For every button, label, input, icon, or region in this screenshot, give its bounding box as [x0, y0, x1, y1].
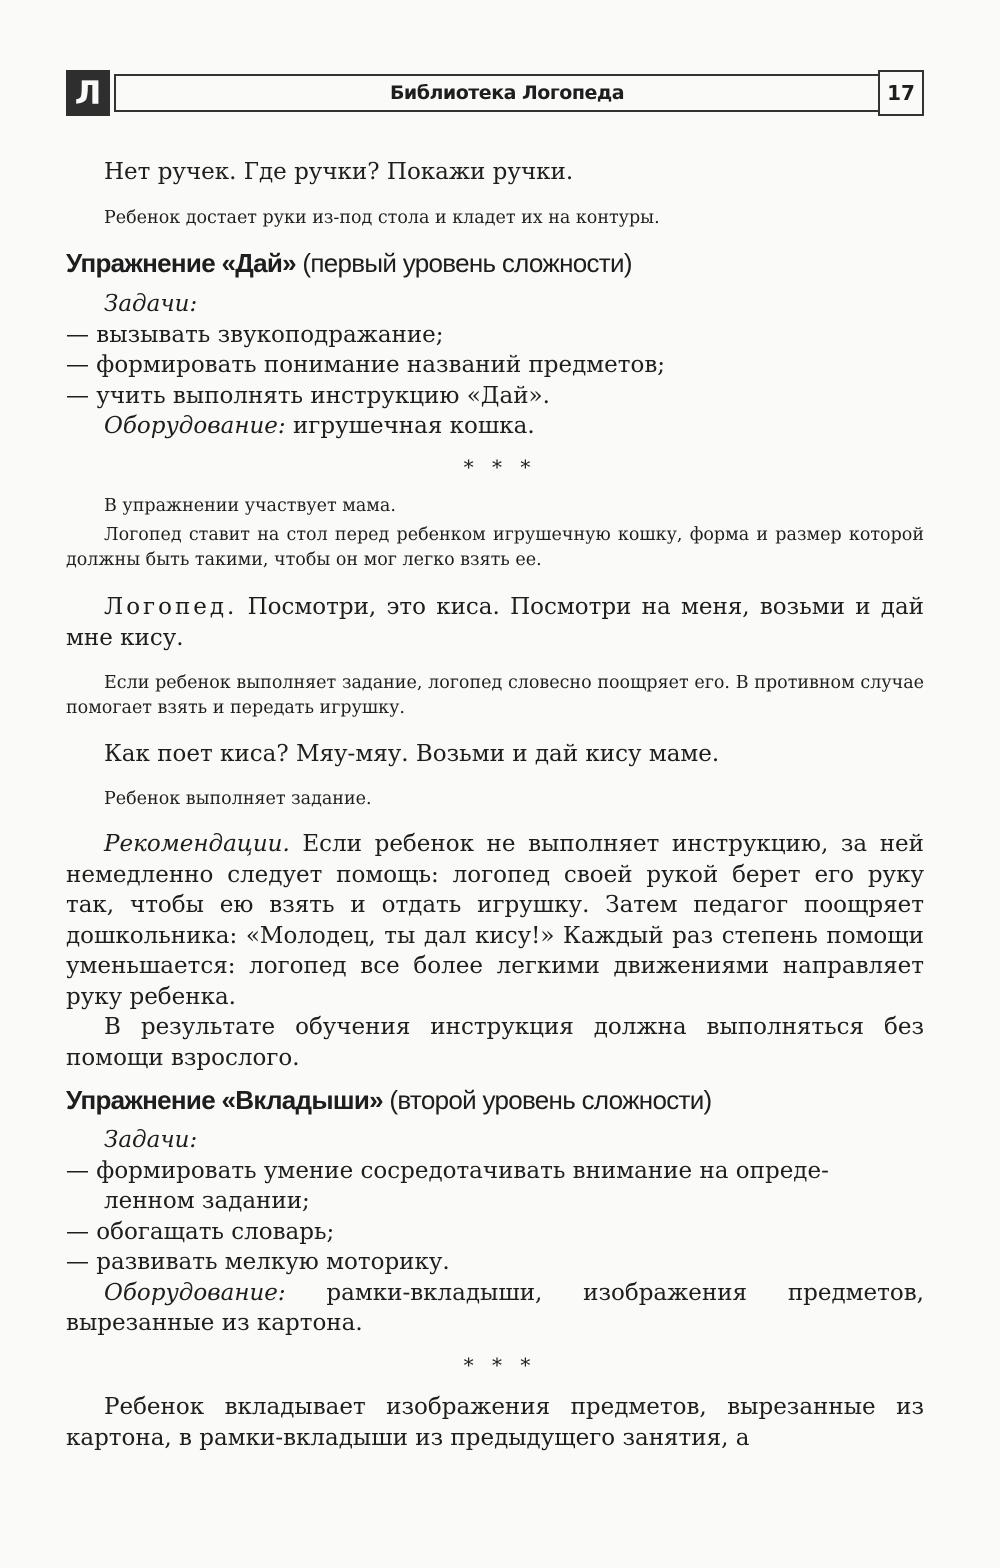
speaker-label: Логопед.	[104, 594, 238, 620]
paragraph-cat-toy: Логопед ставит на стол перед ребенком игрушечную кошку, форма и размер которой должны быть такими, чтобы он мог легко взять ее.	[66, 525, 924, 570]
paragraph-no-hands: Нет ручек. Где ручки? Покажи ручки.	[104, 159, 574, 185]
paragraph-recommendations	[66, 829, 924, 1012]
series-title: Библиотека Логопеда	[389, 82, 625, 104]
exercise-1-block	[66, 289, 924, 442]
exercise-2-level: (второй уровень сложности)	[382, 1085, 712, 1115]
paragraph-praise: Если ребенок выполняет задание, логопед словесно поощряет его. В противном случае помогает взять и передать игрушку.	[66, 673, 924, 718]
exercise-2-task-1-line-1: — формировать умение сосредотачивать внимание на опреде-	[66, 1157, 829, 1184]
section-divider-2: * * *	[463, 1353, 537, 1377]
exercise-1-task-2: — формировать понимание названий предметов;	[66, 352, 666, 378]
exercise-2-equipment-text: рамки-вкладыши, изображения предметов, вырезанные из картона.	[66, 1279, 924, 1336]
exercise-2-block	[66, 1125, 924, 1339]
exercise-1-level: (первый уровень сложности)	[295, 248, 632, 278]
paragraph-child-hands: Ребенок достает руки из-под стола и кладет их на контуры.	[104, 208, 660, 228]
page-number: 17	[878, 70, 924, 116]
running-header	[66, 70, 924, 116]
exercise-1-title: Упражнение «Дай»	[66, 248, 296, 278]
recommendations-label: Рекомендации.	[104, 831, 290, 857]
exercise-2-tasks-label: Задачи:	[104, 1127, 198, 1153]
header-bar	[114, 74, 900, 112]
exercise-2-task-1-line-2: ленном задании;	[104, 1188, 310, 1214]
recommendations-text: Если ребенок не выполняет инструкцию, за ней немедленно следует помощь: логопед своей рукой берет его руку так, чтобы ею взять и отдать игрушку. Затем педагог поощряет дошкольника: «Молодец, ты дал кису!» Каждый раз степень помощи уменьшается: логопед все более легкими движениями направляет руку ребенка.	[66, 831, 924, 1010]
exercise-2-heading	[66, 1084, 924, 1116]
exercise-2-equipment	[66, 1278, 924, 1339]
exercise-1-equipment-label: Оборудование:	[104, 413, 286, 439]
exercise-1-tasks-label: Задачи:	[104, 291, 198, 317]
paragraph-child-does: Ребенок выполняет задание.	[104, 789, 372, 809]
exercise-1-equipment	[66, 411, 924, 442]
exercise-1-equipment-text: игрушечная кошка.	[285, 413, 535, 439]
paragraph-logoped-speech	[66, 592, 924, 653]
paragraph-cat-sings: Как поет киса? Мяу-мяу. Возьми и дай кису маме.	[104, 741, 720, 767]
paragraph-inserts: Ребенок вкладывает изображения предметов, вырезанные из картона, в рамки-вкладыши из предыдущего занятия, а	[66, 1394, 924, 1451]
paragraph-result: В результате обучения инструкция должна выполняться без помощи взрослого.	[66, 1014, 924, 1071]
exercise-2-title: Упражнение «Вкладыши»	[66, 1085, 383, 1115]
exercise-1-task-3: — учить выполнять инструкцию «Дай».	[66, 382, 550, 409]
exercise-1-heading	[66, 247, 924, 279]
exercise-2-task-3: — развивать мелкую моторику.	[66, 1249, 450, 1275]
exercise-1-task-1: — вызывать звукоподражание;	[66, 321, 444, 348]
section-divider-1: * * *	[463, 455, 537, 479]
speaker-text: Посмотри, это киса. Посмотри на меня, возьми и дай мне кису.	[66, 594, 924, 651]
exercise-2-task-2: — обогащать словарь;	[66, 1218, 335, 1245]
series-logo: Л	[66, 70, 110, 116]
exercise-2-equipment-label: Оборудование:	[104, 1279, 286, 1306]
paragraph-mother: В упражнении участвует мама.	[104, 496, 396, 516]
